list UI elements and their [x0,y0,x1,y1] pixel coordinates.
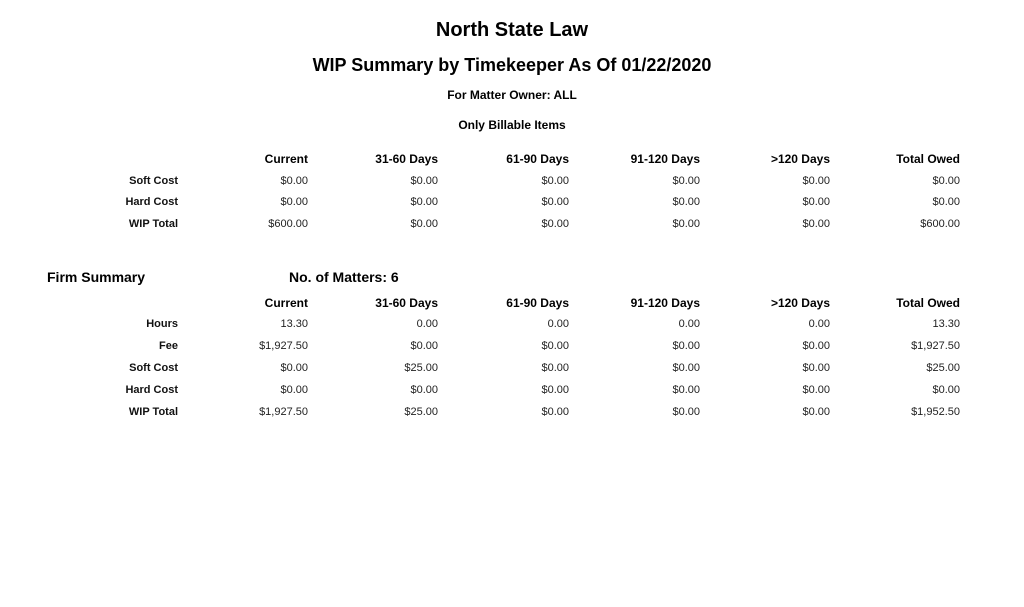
table-cell: $25.00 [404,406,438,418]
table-cell: $0.00 [280,384,308,396]
table-cell: 0.00 [416,318,438,330]
matter-count: No. of Matters: 6 [289,269,399,285]
row-label: WIP Total [128,406,178,418]
table-cell: $0.00 [280,196,308,208]
table-cell: $0.00 [541,406,569,418]
column-header-91-120: 91-120 Days [630,296,700,310]
column-header-current: Current [264,296,308,310]
table-cell: $0.00 [672,340,700,352]
column-header-total-owed: Total Owed [896,152,960,166]
row-label: Fee [159,340,178,352]
table-cell: $0.00 [932,384,960,396]
table-cell: $1,927.50 [911,340,960,352]
column-header-over-120: >120 Days [770,296,830,310]
matter-owner-line: For Matter Owner: ALL [447,88,577,102]
table-cell: $0.00 [541,362,569,374]
column-header-61-90: 61-90 Days [506,296,569,310]
table-cell: $0.00 [541,196,569,208]
firm-summary-title: Firm Summary [47,269,146,285]
table-cell: $0.00 [541,340,569,352]
table-row [0,218,1024,236]
table-cell: 0.00 [808,318,830,330]
table-cell: $0.00 [802,340,830,352]
column-header-total-owed: Total Owed [896,296,960,310]
column-header-31-60: 31-60 Days [375,152,438,166]
table-cell: 13.30 [280,318,308,330]
table-cell: $25.00 [926,362,960,374]
firm-summary-header-row [0,296,1024,314]
summary-header-row [0,152,1024,170]
table-cell: $0.00 [410,196,438,208]
column-header-61-90: 61-90 Days [506,152,569,166]
table-cell: $0.00 [541,218,569,230]
column-header-current: Current [264,152,308,166]
table-row [0,406,1024,424]
table-cell: 0.00 [547,318,569,330]
column-header-31-60: 31-60 Days [375,296,438,310]
table-cell: $0.00 [410,384,438,396]
table-cell: $0.00 [410,175,438,187]
table-cell: $600.00 [268,218,308,230]
table-cell: $0.00 [802,384,830,396]
table-cell: $0.00 [672,218,700,230]
report-title: WIP Summary by Timekeeper As Of 01/22/2020 [312,55,712,75]
table-row [0,362,1024,380]
table-cell: $0.00 [541,384,569,396]
table-cell: 13.30 [932,318,960,330]
row-label: WIP Total [128,218,178,230]
billable-filter-line: Only Billable Items [458,118,566,132]
table-row [0,318,1024,336]
table-cell: $0.00 [541,175,569,187]
table-cell: $0.00 [672,406,700,418]
table-cell: $0.00 [410,340,438,352]
table-cell: $0.00 [672,175,700,187]
table-cell: $0.00 [672,384,700,396]
row-label: Hard Cost [125,196,178,208]
table-cell: $0.00 [802,196,830,208]
row-label: Hours [146,318,178,330]
table-cell: $1,952.50 [911,406,960,418]
table-cell: $0.00 [802,218,830,230]
table-row [0,384,1024,402]
table-cell: $0.00 [410,218,438,230]
table-cell: $0.00 [280,175,308,187]
table-cell: $0.00 [802,406,830,418]
table-cell: $600.00 [920,218,960,230]
table-cell: $0.00 [932,175,960,187]
row-label: Soft Cost [129,175,178,187]
table-cell: $1,927.50 [259,406,308,418]
table-cell: $0.00 [932,196,960,208]
table-cell: $1,927.50 [259,340,308,352]
table-row [0,196,1024,214]
table-row [0,340,1024,358]
table-cell: $0.00 [672,362,700,374]
table-cell: 0.00 [678,318,700,330]
table-cell: $0.00 [802,175,830,187]
table-cell: $0.00 [672,196,700,208]
table-cell: $25.00 [404,362,438,374]
table-cell: $0.00 [280,362,308,374]
table-row [0,175,1024,193]
row-label: Hard Cost [125,384,178,396]
firm-name: North State Law [435,19,589,41]
column-header-91-120: 91-120 Days [630,152,700,166]
table-cell: $0.00 [802,362,830,374]
row-label: Soft Cost [129,362,178,374]
column-header-over-120: >120 Days [770,152,830,166]
